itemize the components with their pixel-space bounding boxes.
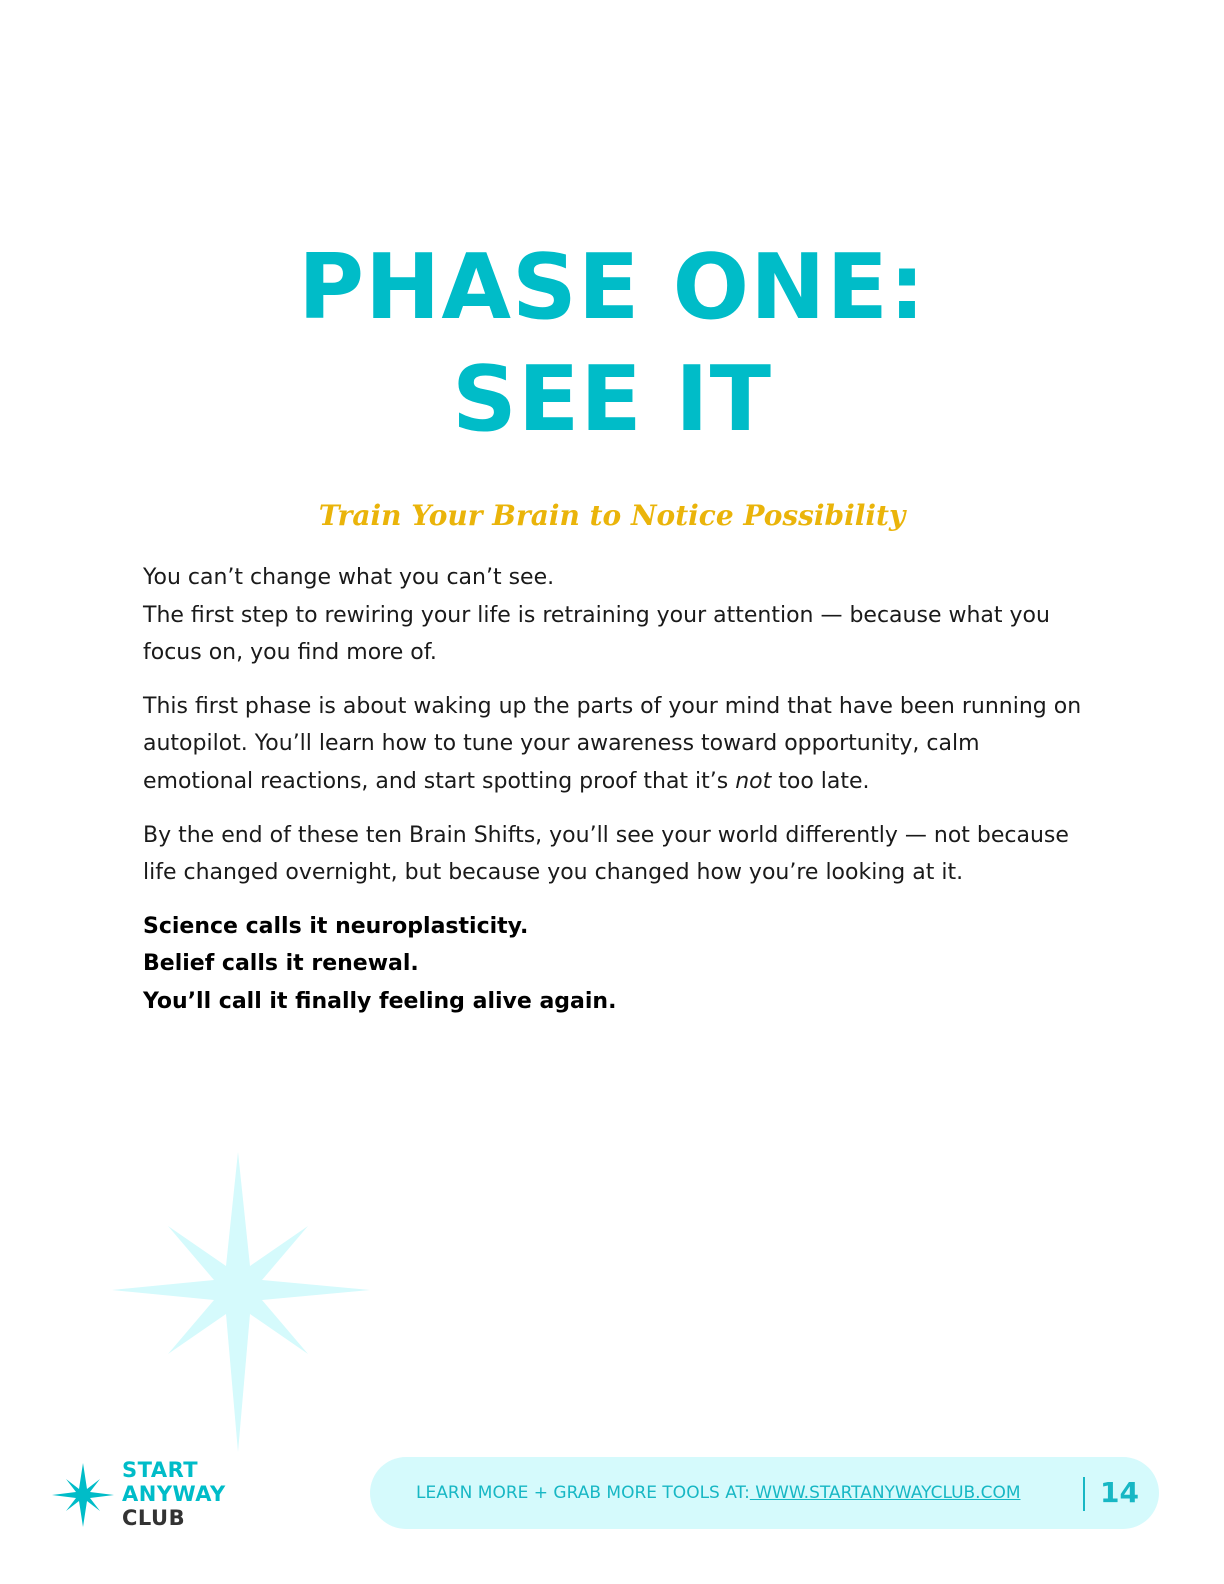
decorative-star-icon xyxy=(108,1148,372,1458)
sparkle-star-icon xyxy=(52,1463,114,1527)
paragraph-phase-tail: too late. xyxy=(771,768,870,794)
section-subtitle: Train Your Brain to Notice Possibility xyxy=(318,499,906,532)
logo-text-anyway: ANYWAY xyxy=(122,1482,226,1506)
closing-line-3: You’ll call it finally feeling alive again. xyxy=(143,988,617,1014)
closing-statement xyxy=(143,908,1083,1021)
paragraph-intro-line-2: The first step to rewiring your life is retraining your attention — because what you focus on, you find more of. xyxy=(143,602,1050,666)
paragraph-outcome: By the end of these ten Brain Shifts, you’ll see your world differently — not because life changed overnight, but because you changed how you’re looking at it. xyxy=(143,822,1069,886)
paragraph-phase-description xyxy=(143,688,1083,801)
closing-line-2: Belief calls it renewal. xyxy=(143,951,419,977)
paragraph-phase-text: This first phase is about waking up the parts of your mind that have been running on autopilot. You’ll learn how to tune your awareness toward opportunity, calm emotional reactions, and start spotting proof that it’s xyxy=(143,693,1082,794)
logo-text-start: START xyxy=(122,1458,199,1482)
footer-cta xyxy=(416,1457,1021,1529)
title-line-2: SEE IT xyxy=(452,347,772,452)
start-anyway-club-logo xyxy=(52,1458,252,1538)
title-line-1: PHASE ONE: xyxy=(298,235,926,340)
page-title xyxy=(0,232,1224,456)
closing-line-1: Science calls it neuroplasticity. xyxy=(143,913,529,939)
body-content xyxy=(143,559,1083,1037)
emphasis-not: not xyxy=(735,768,772,794)
footer-banner xyxy=(370,1457,1159,1529)
paragraph-intro xyxy=(143,559,1083,672)
logo-text-club: CLUB xyxy=(122,1506,186,1530)
paragraph-intro-line-1: You can’t change what you can’t see. xyxy=(143,565,555,590)
page-number: 14 xyxy=(1100,1476,1139,1509)
footer-prefix: LEARN MORE + GRAB MORE TOOLS AT: xyxy=(416,1483,750,1503)
logo-wordmark xyxy=(122,1458,226,1530)
footer-divider xyxy=(1083,1477,1085,1511)
footer-website-link[interactable]: WWW.STARTANYWAYCLUB.COM xyxy=(749,1483,1021,1503)
